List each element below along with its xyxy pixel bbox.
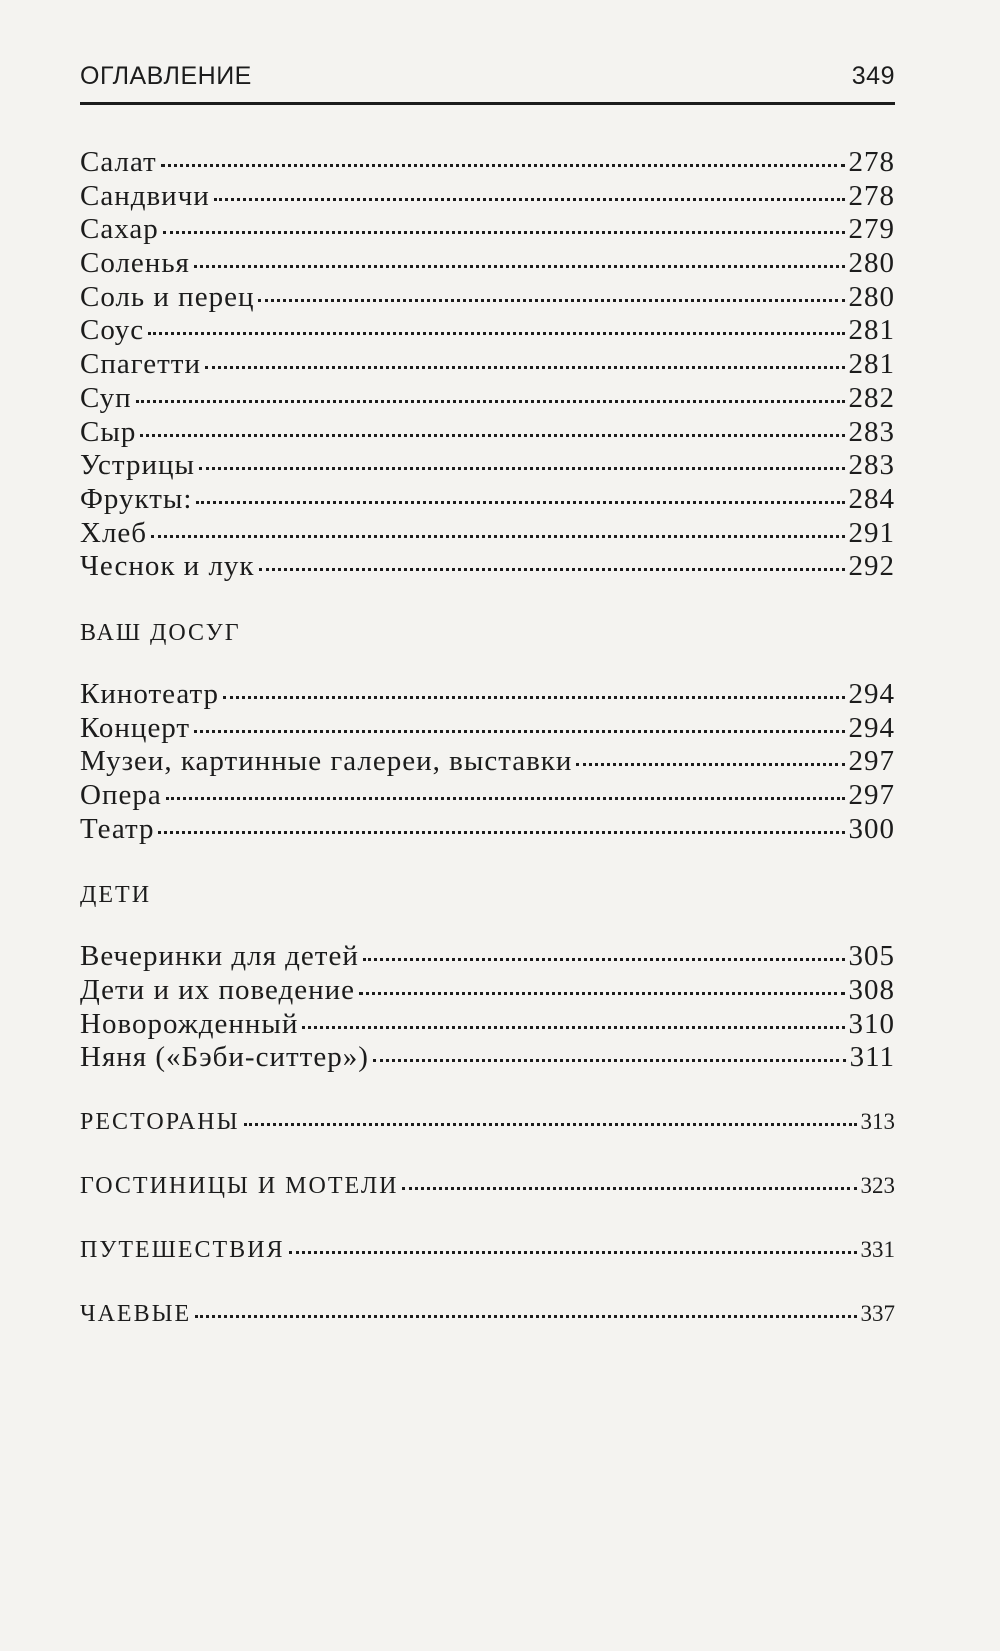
- dot-leader: [148, 332, 844, 335]
- entry-label: Устрицы: [80, 449, 195, 482]
- entry-label: Дети и их поведение: [80, 974, 356, 1007]
- entry-page: 281: [848, 314, 895, 347]
- entry-label: Соус: [80, 314, 145, 347]
- entry-page: 305: [848, 940, 895, 973]
- dot-leader: [258, 299, 844, 302]
- entry-page: 283: [848, 449, 895, 482]
- entry-page: 310: [848, 1007, 895, 1040]
- dot-leader: [199, 467, 845, 470]
- dot-leader: [359, 992, 844, 995]
- dot-leader: [244, 1123, 857, 1126]
- section-heading-children: ДЕТИ: [80, 882, 152, 909]
- toc-entry: [80, 550, 895, 584]
- entry-label: Опера: [80, 779, 162, 811]
- entry-page: 308: [848, 974, 895, 1007]
- children-entries: [80, 940, 895, 1075]
- dot-leader: [259, 568, 845, 571]
- dot-leader: [289, 1251, 857, 1254]
- toc-entry: [80, 974, 895, 1008]
- entry-label: Суп: [80, 381, 132, 414]
- entry-label: Хлеб: [80, 516, 148, 549]
- entry-page: 279: [848, 213, 895, 246]
- entry-label: Сахар: [80, 213, 159, 246]
- dot-leader: [205, 366, 845, 369]
- entry-label: Кинотеатр: [80, 677, 220, 710]
- toc-entry: [80, 745, 895, 779]
- entry-label: Няня («Бэби-ситтер»): [80, 1041, 369, 1074]
- entry-label: Сандвичи: [80, 179, 210, 212]
- dot-leader: [151, 535, 844, 538]
- dot-leader: [194, 265, 845, 268]
- major-section-page: 337: [860, 1301, 895, 1327]
- toc-entry: [80, 247, 895, 281]
- entry-label: Новорожденный: [80, 1007, 299, 1040]
- running-head-page-number: 349: [851, 62, 895, 90]
- major-section-entry: [80, 1173, 895, 1203]
- entry-page: 282: [848, 381, 895, 414]
- major-section-label: РЕСТОРАНЫ: [80, 1109, 240, 1136]
- entry-page: 280: [848, 247, 895, 280]
- toc-entry: [80, 1041, 895, 1075]
- toc-entry: [80, 314, 895, 348]
- dot-leader: [214, 198, 845, 201]
- entry-label: Фрукты:: [80, 482, 193, 515]
- toc-entry: [80, 779, 895, 813]
- leisure-entries: [80, 678, 895, 846]
- toc-entry: [80, 940, 895, 974]
- major-section-page: 313: [860, 1109, 895, 1135]
- entry-page: 278: [848, 146, 895, 178]
- entry-page: 280: [848, 280, 895, 313]
- toc-entry: [80, 416, 895, 450]
- entry-label: Театр: [80, 812, 155, 845]
- dot-leader: [195, 1315, 856, 1318]
- entry-label: Соль и перец: [80, 280, 255, 313]
- toc-entry: [80, 712, 895, 746]
- toc-entry: [80, 517, 895, 551]
- entry-label: Чеснок и лук: [80, 550, 255, 583]
- entry-label: Салат: [80, 146, 157, 178]
- toc-entry: [80, 180, 895, 214]
- dot-leader: [163, 231, 845, 234]
- toc-entry: [80, 449, 895, 483]
- toc-entry: [80, 146, 895, 180]
- entry-page: 297: [848, 779, 895, 811]
- entry-page: 294: [848, 711, 895, 744]
- major-section-label: ГОСТИНИЦЫ И МОТЕЛИ: [80, 1173, 399, 1200]
- entry-page: 297: [848, 745, 895, 778]
- toc-entry: [80, 813, 895, 847]
- dot-leader: [373, 1059, 846, 1062]
- toc-entry: [80, 483, 895, 517]
- entry-page: 283: [848, 415, 895, 448]
- entry-page: 292: [848, 550, 895, 583]
- toc-entry: [80, 348, 895, 382]
- food-entries: [80, 146, 895, 584]
- major-section-label: ПУТЕШЕСТВИЯ: [80, 1237, 285, 1264]
- entry-page: 278: [848, 179, 895, 212]
- dot-leader: [158, 831, 844, 834]
- toc-entry: [80, 678, 895, 712]
- header-rule: [80, 102, 895, 105]
- toc-entry: [80, 1008, 895, 1042]
- entry-label: Вечеринки для детей: [80, 940, 359, 973]
- section-heading-leisure: ВАШ ДОСУГ: [80, 619, 241, 646]
- major-section-entry: [80, 1301, 895, 1331]
- dot-leader: [194, 730, 844, 733]
- entry-page: 300: [848, 812, 895, 845]
- toc-entry: [80, 382, 895, 416]
- entry-label: Концерт: [80, 711, 191, 744]
- major-section-entry: [80, 1237, 895, 1267]
- entry-label: Соленья: [80, 247, 190, 280]
- dot-leader: [161, 164, 845, 167]
- major-section-entry: [80, 1109, 895, 1139]
- major-section-page: 323: [860, 1173, 895, 1199]
- major-section-page: 331: [860, 1237, 895, 1263]
- dot-leader: [166, 797, 845, 800]
- dot-leader: [363, 958, 845, 961]
- table-of-contents: [80, 146, 895, 1331]
- dot-leader: [196, 501, 844, 504]
- entry-label: Спагетти: [80, 348, 201, 381]
- toc-entry: [80, 213, 895, 247]
- entry-label: Музеи, картинные галереи, выставки: [80, 745, 573, 778]
- dot-leader: [136, 400, 845, 403]
- entry-label: Сыр: [80, 415, 137, 448]
- entry-page: 311: [849, 1041, 895, 1074]
- entry-page: 291: [848, 516, 895, 549]
- dot-leader: [223, 696, 844, 699]
- running-head: [80, 62, 895, 91]
- entry-page: 284: [848, 482, 895, 515]
- entry-page: 294: [848, 677, 895, 710]
- major-section-label: ЧАЕВЫЕ: [80, 1301, 192, 1328]
- dot-leader: [140, 434, 844, 437]
- running-head-title: ОГЛАВЛЕНИЕ: [80, 62, 252, 90]
- toc-entry: [80, 281, 895, 315]
- dot-leader: [402, 1187, 856, 1190]
- dot-leader: [576, 763, 844, 766]
- dot-leader: [302, 1026, 844, 1029]
- entry-page: 281: [848, 348, 895, 381]
